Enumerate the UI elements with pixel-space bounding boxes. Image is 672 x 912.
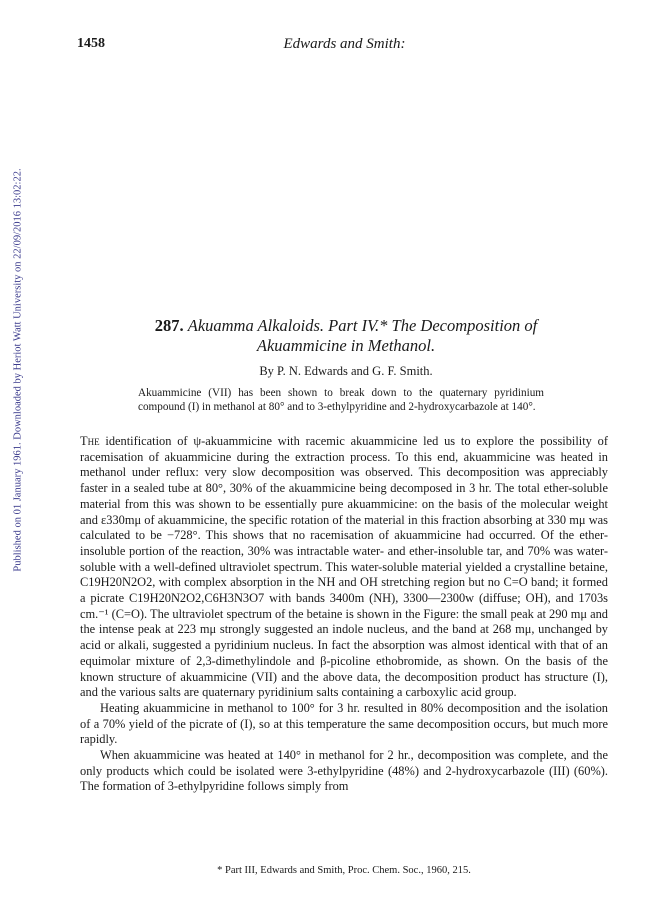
paragraph-2: Heating akuammicine in methanol to 100° for 3 hr. resulted in 80% decomposition and the isolation of a 70% yield of the picrate of (I), so at this temperature the same decomposition occurs, but much more rapidly. — [80, 700, 608, 747]
paragraph-1-text: identification of ψ-akuammicine with racemic akuammicine led us to explore the possibility of racemisation of akuammicine during the extraction process. To this end, akuammicine was heated in methanol under reflux: very slow decomposition was observed. This decomposition was appreciably faster in a sealed tube at 80°, 30% of the akuammicine being decomposed in 3 hr. The total ether-soluble material from this was shown to be essentially pure akuammicine: on the basis of the molecular weight and ε330mμ of akuammicine, the specific rotation of the material in this fraction absorbing at 330 mμ was calculated to be −728°. This shows that no racemisation of akuammicine had occurred. Of the ether-insoluble portion of the reaction, 30% was intractable water- and ether-insoluble tar, and 70% was water-soluble with a well-defined ultraviolet spectrum. This water-soluble material yielded a crystalline betaine, C19H20N2O2, with complex absorption in the NH and OH stretching region but no C=O band; it formed a picrate C19H20N2O2,C6H3N3O7 with bands 3400m (NH), 3300—2300w (diffuse; OH), and 1703s cm.⁻¹ (C=O). The ultraviolet spectrum of the betaine is shown in the Figure: the small peak at 290 mμ and the intense peak at 223 mμ strongly suggested an indole nucleus, and the band at 268 mμ, unchanged by acid or alkali, suggested a pyridinium nucleus. In fact the absorption was almost identical with that of an equimolar mixture of 2,3-dimethylindole and β-picoline ethobromide, as shown. On the basis of the known structure of akuammicine (VII) and the above data, the decomposition product has structure (I), and the various salts are quaternary pyridinium salts containing a carboxylic acid group. — [80, 434, 608, 700]
paragraph-3: When akuammicine was heated at 140° in methanol for 2 hr., decomposition was complete, and the only products which could be isolated were 3-ethylpyridine (48%) and 2-hydroxycarbazole (III) (60%). The formation of 3-ethylpyridine follows simply from — [80, 748, 608, 794]
title-text-1: Akuamma Alkaloids. Part IV.* The Decomposition of — [187, 316, 538, 335]
page-header — [77, 36, 612, 56]
paragraph-1 — [80, 434, 608, 701]
paragraph-1-lead: The — [80, 434, 100, 448]
download-notice-text: Published on 01 January 1961. Downloaded by Heriot Watt University on 22/09/2016 13:02:22. — [12, 168, 24, 572]
title-line-1 — [80, 316, 612, 336]
article-body — [80, 434, 608, 795]
running-head: Edwards and Smith: — [283, 36, 406, 52]
title-line-2 — [80, 336, 612, 356]
article-title — [80, 316, 612, 356]
abstract: Akuammicine (VII) has been shown to break down to the quaternary pyridinium compound (I) in methanol at 80° and to 3-ethylpyridine and 2-hydroxycarbazole at 140°. — [138, 387, 544, 413]
page-number: 1458 — [77, 36, 105, 51]
download-notice — [10, 150, 26, 590]
title-text-2: Akuammicine in Methanol. — [256, 336, 436, 355]
authors-line: By P. N. Edwards and G. F. Smith. — [259, 364, 433, 378]
article-number: 287. — [154, 316, 184, 335]
footnote: * Part III, Edwards and Smith, Proc. Chem. Soc., 1960, 215. — [217, 865, 471, 876]
